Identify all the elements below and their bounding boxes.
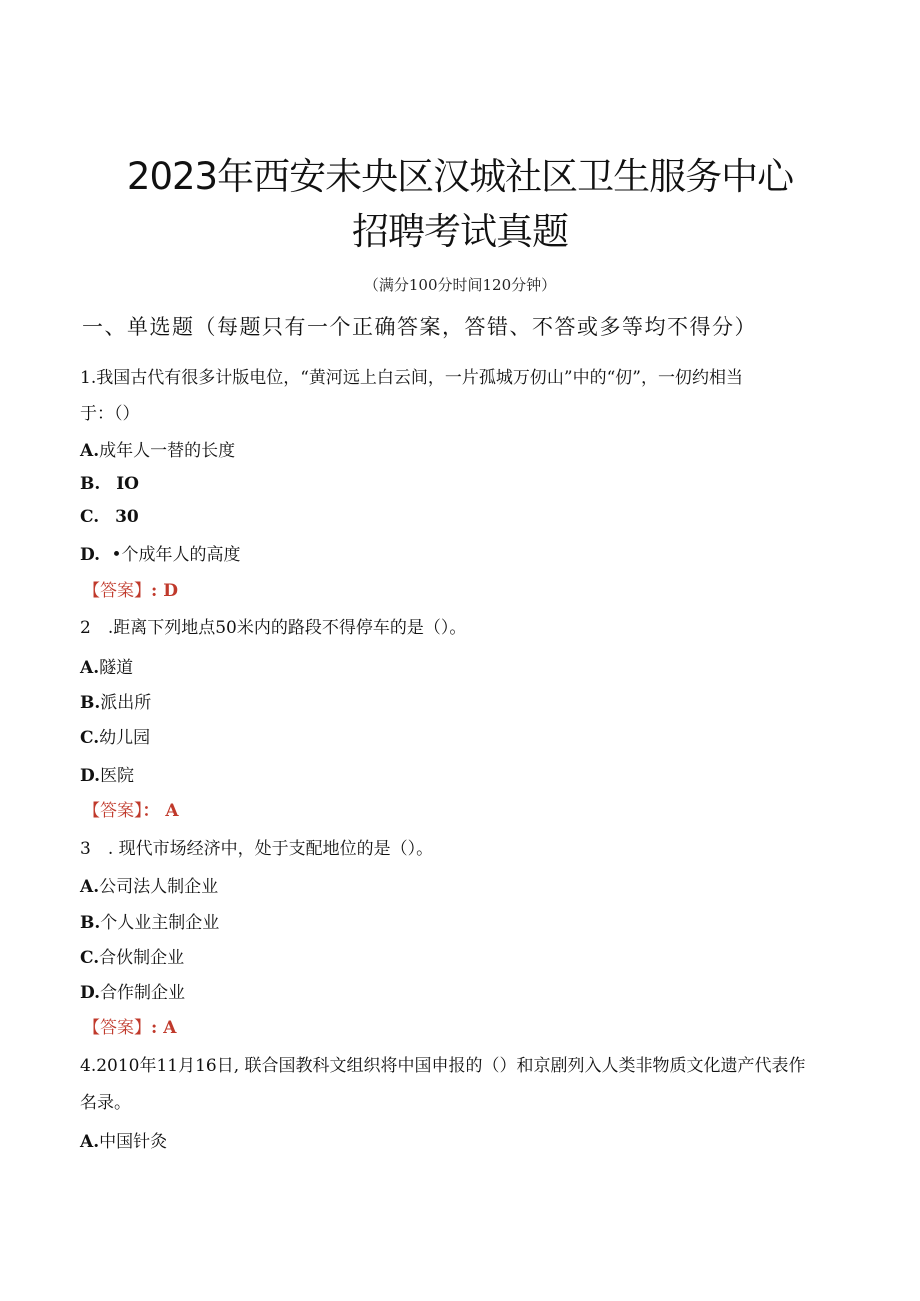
section-heading: 一、单选题（每题只有一个正确答案，答错、不答或多等均不得分） (82, 315, 757, 339)
question-2-option-c (80, 723, 150, 748)
question-2-option-d (80, 761, 134, 786)
question-3-option-d (80, 978, 185, 1003)
question-4-option-a (80, 1127, 167, 1152)
option-key: D. (80, 545, 101, 565)
answer-value: ： A (142, 801, 179, 821)
question-4-stem-cont: 名录。 (80, 1093, 131, 1113)
question-2-option-a (80, 653, 133, 678)
question-3-stem: 3 . 现代市场经济中，处于支配地位的是（）。 (80, 839, 434, 859)
question-3-option-a (80, 872, 218, 897)
option-key: B. (80, 693, 101, 713)
option-key: A. (80, 441, 100, 461)
option-text: 合伙制企业 (99, 948, 185, 968)
answer-label: 【答案】 (83, 801, 143, 821)
option-key: C. (80, 728, 100, 748)
option-text: •个成年人的高度 (106, 545, 241, 565)
option-text: 医院 (100, 766, 135, 786)
option-text: 合作制企业 (100, 983, 186, 1003)
question-1-stem-cont: 于：（） (80, 404, 140, 424)
question-1-stem: 1.我国古代有很多计版电位，“黄河远上白云间，一片孤城万仞山”中的“仞”，一仞约相当 (80, 368, 743, 388)
question-1-option-c (80, 507, 139, 527)
answer-label: 【答案】 (83, 1018, 151, 1038)
answer-value: : A (151, 1018, 177, 1038)
option-key: A. (80, 1132, 100, 1152)
option-text: 公司法人制企业 (99, 877, 219, 897)
option-key: D. (80, 983, 101, 1003)
option-key: B. (80, 474, 101, 494)
document-title-line-2: 招聘考试真题 (352, 210, 568, 253)
answer-label: 【答案】 (83, 581, 151, 601)
option-text: IO (110, 474, 139, 494)
question-1-answer (83, 576, 178, 601)
question-3-option-b (80, 908, 219, 933)
option-key: B. (80, 913, 101, 933)
option-text: 中国针灸 (99, 1132, 168, 1152)
option-key: A. (80, 877, 100, 897)
question-3-answer (83, 1013, 176, 1038)
question-4-stem: 4.2010年11月16日, 联合国教科文组织将中国申报的（）和京剧列入人类非物质文化遗产代表作 (80, 1056, 806, 1076)
option-key: C. (80, 507, 100, 527)
option-text: 成年人一替的长度 (99, 441, 236, 461)
option-text: 个人业主制企业 (100, 913, 220, 933)
question-1-option-b (80, 474, 139, 494)
exam-info: （满分100分时间120分钟） (363, 276, 557, 294)
option-text: 幼儿园 (99, 728, 151, 748)
question-2-answer (83, 796, 179, 821)
question-2-option-b (80, 688, 151, 713)
option-key: A. (80, 658, 100, 678)
question-2-stem: 2 .距离下列地点50米内的路段不得停车的是（）。 (80, 618, 467, 638)
answer-value: : D (151, 581, 178, 601)
option-key: D. (80, 766, 101, 786)
question-3-option-c (80, 943, 184, 968)
option-text: 隧道 (99, 658, 134, 678)
document-title-line-1: 2023年西安未央区汉城社区卫生服务中心 (126, 155, 794, 198)
option-text: 30 (109, 507, 139, 527)
question-1-option-d (80, 540, 241, 565)
option-text: 派出所 (100, 693, 152, 713)
option-key: C. (80, 948, 100, 968)
question-1-option-a (80, 436, 235, 461)
